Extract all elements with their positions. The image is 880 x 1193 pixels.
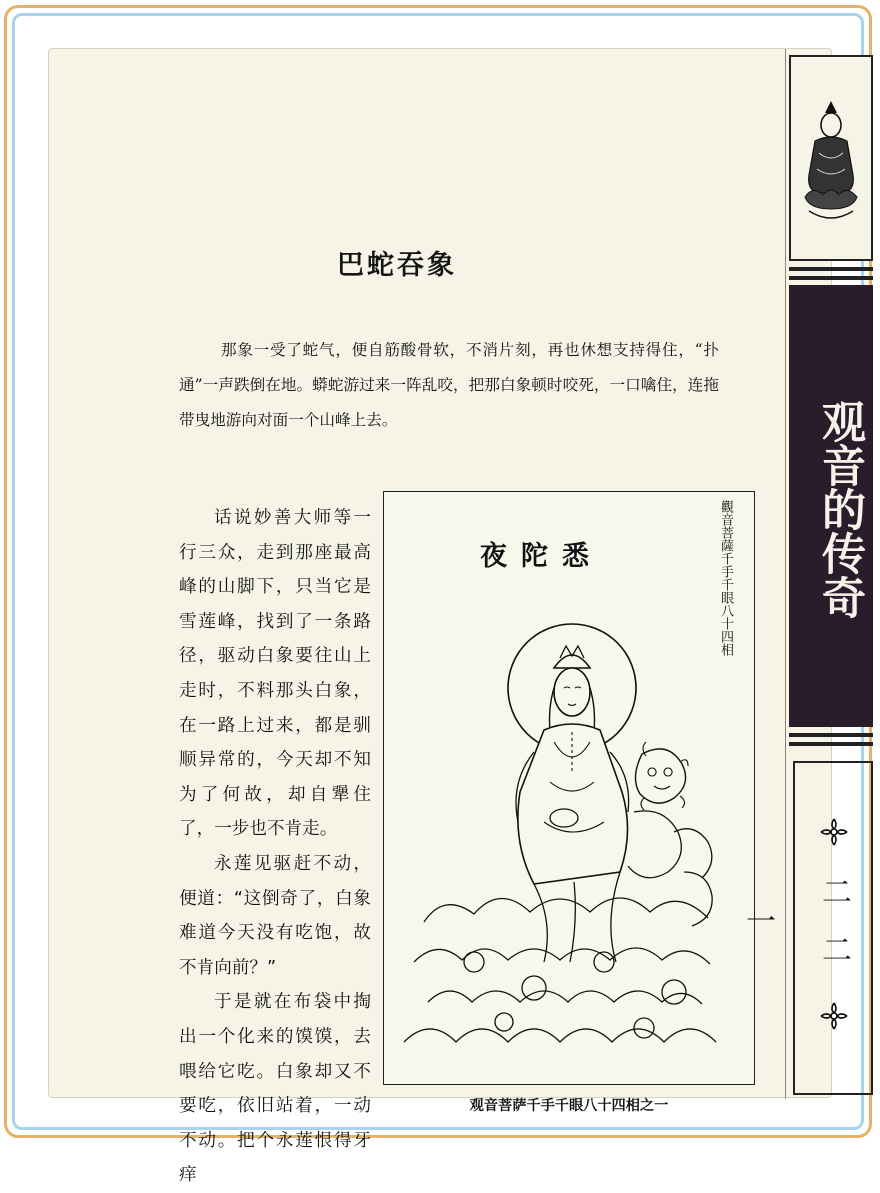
title-band-top-rules	[789, 267, 873, 280]
page-number: 二二一	[740, 876, 851, 992]
guanyin-illustration	[384, 492, 754, 1084]
book-title: 观音的传奇	[814, 399, 865, 619]
book-page	[48, 48, 865, 1186]
title-band-bottom-rules	[789, 733, 873, 746]
illustration-figure	[383, 491, 755, 1085]
page-number-box	[740, 761, 873, 1095]
intro-paragraph	[179, 333, 719, 438]
body-column	[179, 501, 371, 1193]
book-title-band	[789, 285, 873, 727]
figure-caption: 观音菩萨千手千眼八十四相之一	[469, 1098, 669, 1114]
body-paragraph: 于是就在布袋中掏出一个化来的馍馍，去喂给它吃。白象却又不要吃，依旧站着，一动不动。把个永莲恨得牙痒	[179, 992, 371, 1186]
section-title: 巴蛇吞象	[337, 250, 457, 281]
figure-title: 夜陀悉	[480, 541, 603, 572]
body-paragraph: 永莲见驱赶不动，便道：“这倒奇了，白象难道今天没有吃饱，故不肯向前？”	[179, 853, 371, 978]
bodhisattva-emblem-box	[789, 55, 873, 261]
figure-vertical-inscription: 觀音菩薩千手千眼八十四相	[718, 500, 733, 656]
flower-ornament-icon	[819, 817, 849, 847]
intro-text: 那象一受了蛇气，便自筋酸骨软，不消片刻，再也休想支持得住，“扑通”一声跌倒在地。蟒蛇游过来一阵乱咬，把那白象顿时咬死，一口噙住，连拖带曳地游向对面一个山峰上去。	[179, 341, 719, 429]
body-paragraph: 话说妙善大师等一行三众，走到那座最高峰的山脚下，只当它是雪莲峰，找到了一条路径，驱动白象要往山上走时，不料那头白象，在一路上过来，都是驯顺异常的，今天却不知为了何故，却自犟住了，一步也不肯走。	[179, 508, 371, 840]
bodhisattva-icon	[791, 57, 871, 259]
flower-ornament-icon	[819, 1001, 849, 1031]
